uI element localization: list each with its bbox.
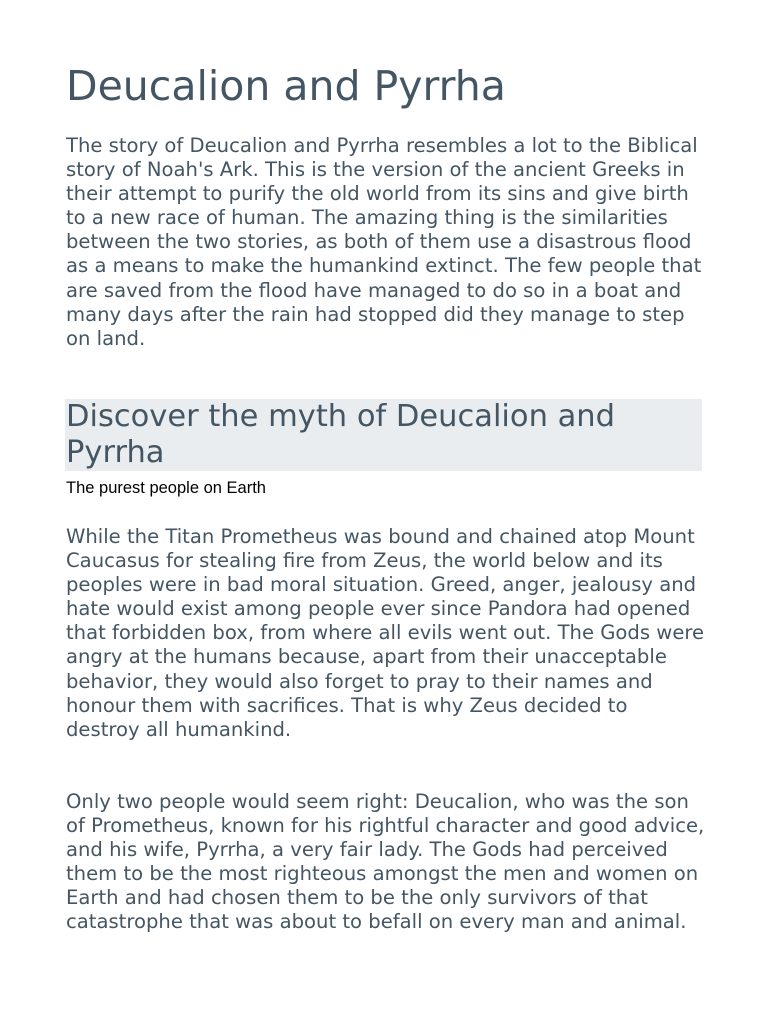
intro-paragraph: The story of Deucalion and Pyrrha resembles a lot to the Biblical story of Noah's Ark. This is the version of the ancient Greeks in their attempt to purify the old world from its sins and give birth to a new race of human. The amazing thing is the similarities between the two stories, as both of them use a disastrous flood as a means to make the humankind extinct. The few people that are saved from the flood have managed to do so in a boat and many days after the rain had stopped did they manage to step on land. <box>66 134 702 350</box>
section-subheading: The purest people on Earth <box>66 479 266 497</box>
page-title: Deucalion and Pyrrha <box>66 62 506 110</box>
body-paragraph-2: Only two people would seem right: Deucalion, who was the son of Prometheus, known for his rightful character and good advice, and his wife, Pyrrha, a very fair lady. The Gods had perceived them to be the most righteous amongst the men and women on Earth and had chosen them to be the only survivors of that catastrophe that was about to befall on every man and animal. <box>66 790 705 934</box>
section-heading: Discover the myth of Deucalion and Pyrrha <box>65 399 702 471</box>
body-paragraph-1: While the Titan Prometheus was bound and chained atop Mount Caucasus for stealing fire from Zeus, the world below and its peoples were in bad moral situation. Greed, anger, jealousy and hate would exist among people ever since Pandora had opened that forbidden box, from where all evils went out. The Gods were angry at the humans because, apart from their unacceptable behavior, they would also forget to pray to their names and honour them with sacrifices. That is why Zeus decided to destroy all humankind. <box>66 525 705 741</box>
